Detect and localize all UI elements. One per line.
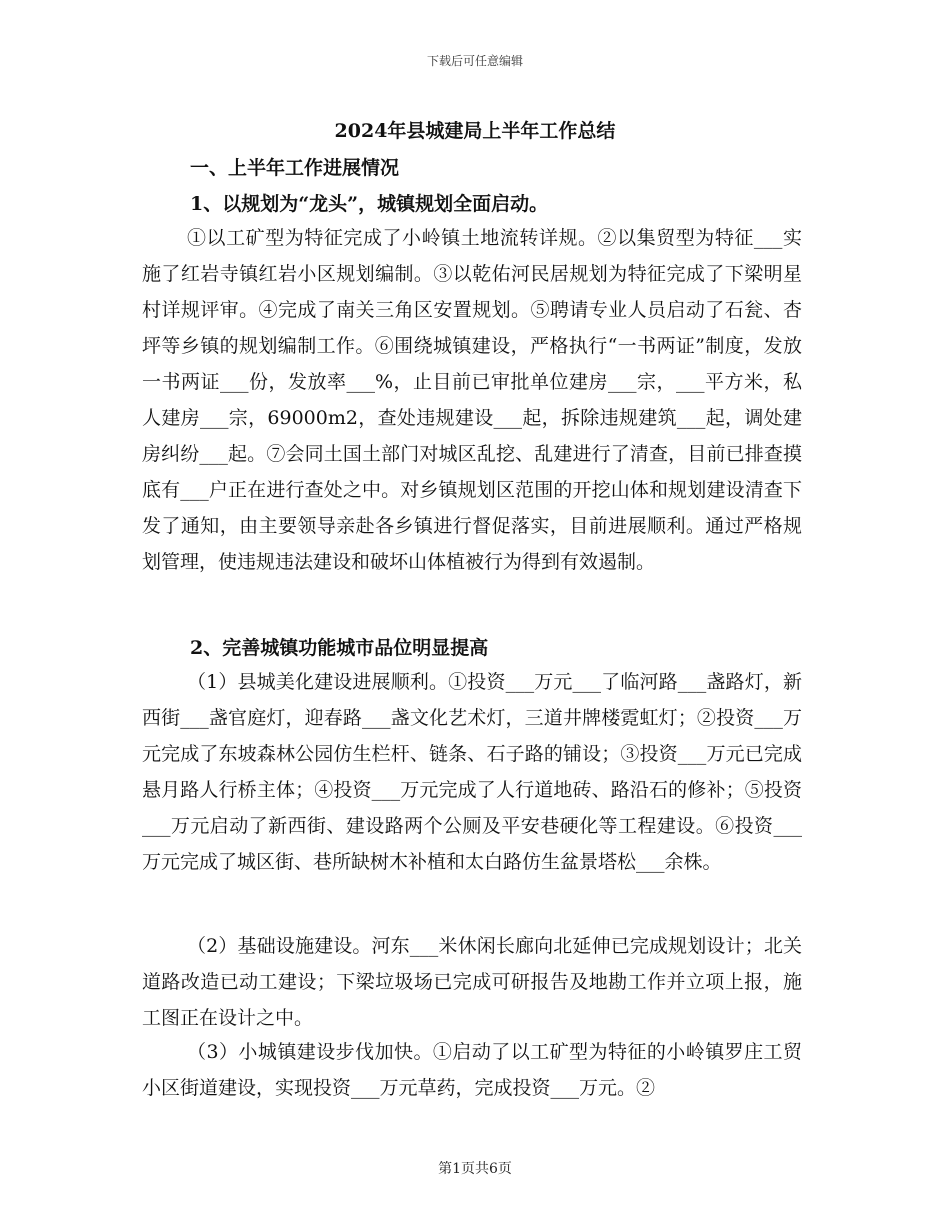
subsection-heading-2: 2、完善城镇功能城市品位明显提高 [190,637,489,659]
section-heading-1: 一、上半年工作进展情况 [190,157,400,179]
paragraph-planning: ①以工矿型为特征完成了小岭镇土地流转详规。②以集贸型为特征___实施了红岩寺镇红岩小区规划编制。③以乾佑河民居规划为特征完成了下梁明星村详规评审。④完成了南关三角区安置规划。⑤聘请专业人员启动了石瓮、杏坪等乡镇的规划编制工作。⑥围绕城镇建设，严格执行“一书两证”制度，发放一书两证___份，发放率___%，止目前已审批单位建房___宗，___平方米，私人建房___宗，69000m2，查处违规建设___起，拆除违规建筑___起，调处建房纠纷___起。⑦会同土国土部门对城区乱挖、乱建进行了清查，目前已排查摸底有___户正在进行查处之中。对乡镇规划区范围的开挖山体和规划建设清查下发了通知，由主要领导亲赴各乡镇进行督促落实，目前进展顺利。通过严格规划管理，使违规违法建设和破坏山体植被行为得到有效遏制。 [142,227,802,573]
paragraph-county-beautification: （1）县城美化建设进展顺利。①投资___万元___了临河路___盏路灯，新西街___盏官庭灯，迎春路___盏文化艺术灯，三道井牌楼霓虹灯；②投资___万元完成了东坡森林公园仿生栏杆、链条、石子路的铺设；③投资___万元已完成悬月路人行桥主体；④投资___万元完成了人行道地砖、路沿石的修补；⑤投资___万元启动了新西街、建设路两个公厕及平安巷硬化等工程建设。⑥投资___万元完成了城区街、巷所缺树木补植和太白路仿生盆景塔松___余株。 [142,671,802,873]
page-footer-number: 第1页共6页 [438,1161,512,1177]
paragraph-small-towns: （3）小城镇建设步伐加快。①启动了以工矿型为特征的小岭镇罗庄工贸小区街道建设，实现投资___万元草药，完成投资___万元。② [142,1041,802,1099]
subsection-heading-1: 1、以规划为“龙头”，城镇规划全面启动。 [190,193,549,215]
document-title: 2024年县城建局上半年工作总结 [334,120,616,142]
page-header-note: 下载后可任意编辑 [426,54,523,68]
paragraph-infrastructure: （2）基础设施建设。河东___米休闲长廊向北延伸已完成规划设计；北关道路改造已动工建设；下梁垃圾场已完成可研报告及地勘工作并立项上报，施工图正在设计之中。 [142,935,802,1029]
